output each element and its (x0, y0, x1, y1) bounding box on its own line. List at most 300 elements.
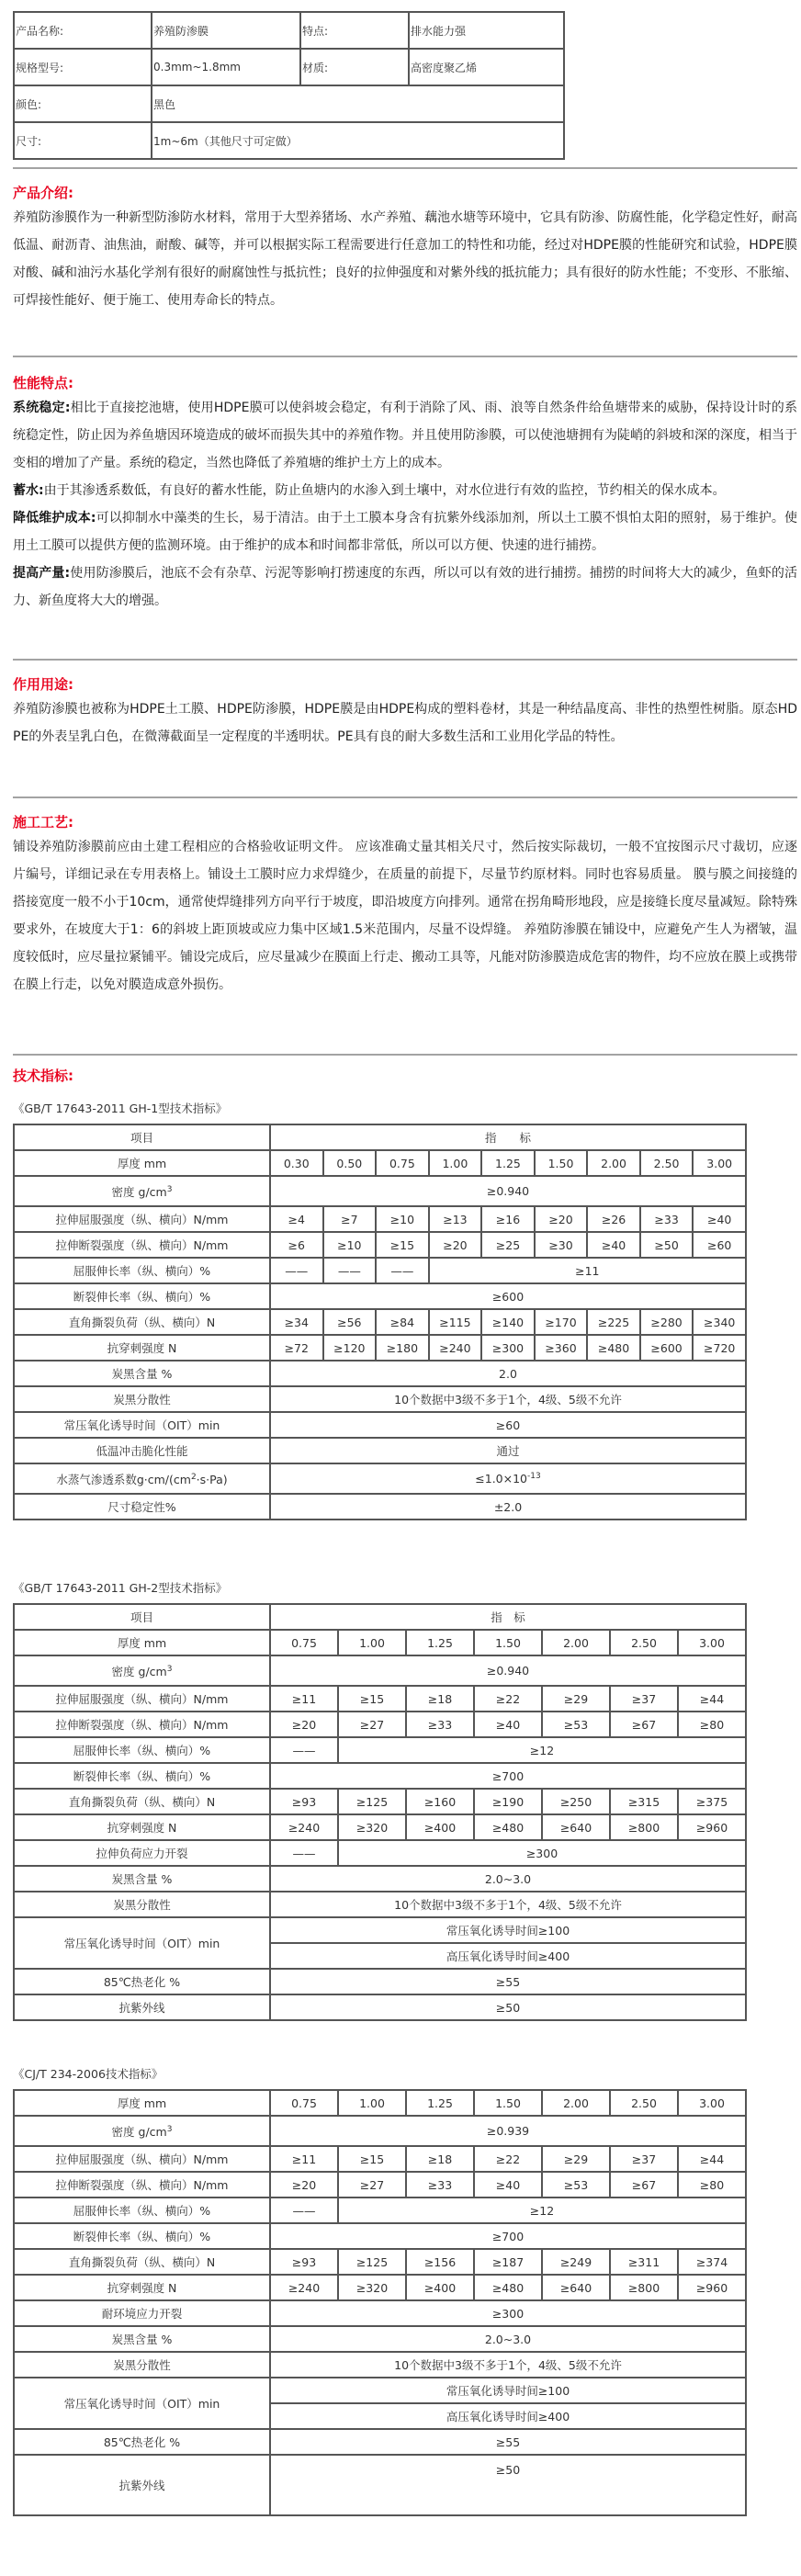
spec-value: ≥700 (491, 2229, 525, 2243)
spec-row (14, 1361, 746, 1386)
thickness-cell: 3.00 (678, 1630, 746, 1655)
spec-cell: ≥600 (640, 1335, 694, 1361)
row-label-text: 炭黑含量 % (111, 1367, 173, 1381)
superscript: -13 (527, 1471, 541, 1481)
spec-cell (270, 2429, 746, 2455)
row-label (14, 2172, 270, 2198)
spec-cell: 高压氧化诱导时间≥400 (270, 1943, 746, 1969)
spec-header-row (14, 1124, 746, 1150)
spec-value: ≥0.940 (486, 1184, 530, 1198)
spec-cell: ≥22 (474, 1686, 542, 1712)
feature-item (13, 477, 797, 504)
spec-row (14, 1789, 746, 1814)
thickness-row (14, 1150, 746, 1176)
spec-cell: ≥67 (610, 2172, 678, 2198)
spec-cell: ≥180 (376, 1335, 429, 1361)
spec-cell: ≥280 (640, 1309, 694, 1335)
header-item: 项目 (14, 1604, 270, 1630)
spec-cell: ≥34 (270, 1309, 323, 1335)
row-label (14, 1737, 270, 1763)
spec-cell: ≥11 (270, 1686, 338, 1712)
spec-cell: ≥53 (542, 1712, 610, 1737)
header-item: 项目 (14, 1124, 270, 1150)
spec-cell: ≥140 (481, 1309, 535, 1335)
row-label (14, 1438, 270, 1463)
spec-cell: ≥960 (678, 1814, 746, 1840)
thickness-cell: 2.50 (640, 1150, 694, 1176)
spec-cell: ≥26 (587, 1206, 640, 1232)
row-label (14, 1283, 270, 1309)
spec-cell: ≥249 (542, 2249, 610, 2275)
spec-table-caption: 《GB/T 17643-2011 GH-1型技术指标》 (13, 1102, 228, 1115)
spec-cell: ≥67 (610, 1712, 678, 1737)
spec-row (14, 1176, 746, 1206)
spec-value: 10个数据中3级不多于1个，4级、5级不允许 (394, 1898, 622, 1912)
spec-cell: ≥190 (474, 1789, 542, 1814)
spec-row (14, 1309, 746, 1335)
spec-cell (270, 1386, 746, 1412)
spec-cell (270, 1763, 746, 1789)
row-label-text: 炭黑分散性 (113, 2358, 171, 2372)
spec-cell: ≥10 (376, 1206, 429, 1232)
spec-row (14, 2223, 746, 2249)
row-label: 厚度 mm (14, 1150, 270, 1176)
row-label (14, 2249, 270, 2275)
row-label-text: 直角撕裂负荷（纵、横向）N (68, 1316, 216, 1329)
thickness-cell: 1.25 (406, 2090, 474, 2116)
spec-cell: ≥4 (270, 1206, 323, 1232)
feature-item (13, 504, 797, 559)
row-label (14, 2455, 270, 2515)
spec-value: ≥55 (495, 2435, 521, 2449)
spec-cell: ≥400 (406, 1814, 474, 1840)
spec-cell: 高压氧化诱导时间≥400 (270, 2403, 746, 2429)
spec-row (14, 1655, 746, 1686)
row-label-text: 炭黑分散性 (113, 1393, 171, 1407)
tech-tables (13, 1100, 797, 2516)
row-label (14, 1386, 270, 1412)
spec-cell: ≥125 (338, 2249, 406, 2275)
spec-cell: ≥125 (338, 1789, 406, 1814)
row-label (14, 1866, 270, 1892)
spec-table (13, 1603, 747, 2021)
row-label-text: 屈服伸长率（纵、横向）% (73, 1744, 211, 1757)
spec-cell: ≥44 (678, 1686, 746, 1712)
row-label-text: 拉伸屈服强度（纵、横向）N/mm (55, 1692, 229, 1706)
spec-value: ≤1.0×10 (475, 1472, 528, 1486)
row-label (14, 1686, 270, 1712)
feature-item (13, 559, 797, 615)
intro-text: 养殖防渗膜作为一种新型防渗防水材料，常用于大型养猪场、水产养殖、藕池水塘等环境中，它具有防渗、防腐性能，化学稳定性好，耐高低温、耐沥青、油焦油，耐酸、碱等，并可以根据实际工程需要进行任意加工的特性和功能，经过对HDPE膜的性能研究和试验，HDPE膜对酸、碱和油污水基化学剂有很好的耐腐蚀性与抵抗性；良好的拉伸强度和对紫外线的抵抗能力；具有很好的防水性能；不变形、不胀缩、可焊接性能好、便于施工、使用寿命长的特点。 (13, 210, 797, 308)
spec-row (14, 1969, 746, 1994)
info-row (14, 122, 564, 159)
row-label (14, 1763, 270, 1789)
spec-cell: ≥18 (406, 2146, 474, 2172)
spec-cell: ≥120 (323, 1335, 377, 1361)
thickness-cell: 3.00 (693, 1150, 746, 1176)
spec-row (14, 1206, 746, 1232)
thickness-cell: 1.50 (474, 2090, 542, 2116)
spec-cell: ≥44 (678, 2146, 746, 2172)
row-label-text: 屈服伸长率（纵、横向）% (73, 2204, 211, 2218)
spec-row (14, 2146, 746, 2172)
spec-cell (270, 1438, 746, 1463)
divider (13, 356, 797, 357)
spec-cell (270, 2352, 746, 2378)
row-label (14, 1206, 270, 1232)
spec-cell: ≥16 (481, 1206, 535, 1232)
row-label-text: 拉伸断裂强度（纵、横向）N/mm (55, 1238, 229, 1252)
thickness-cell: 2.50 (610, 2090, 678, 2116)
thickness-cell: 1.00 (429, 1150, 482, 1176)
spec-row (14, 1258, 746, 1283)
thickness-cell: 2.00 (542, 1630, 610, 1655)
spec-cell (270, 1283, 746, 1309)
spec-value: 2.0~3.0 (484, 1871, 532, 1886)
feature-term: 系统稳定: (13, 401, 71, 415)
spec-cell: ≥12 (338, 1737, 746, 1763)
row-label (14, 1712, 270, 1737)
row-label-text: 抗穿刺强度 N (107, 2281, 177, 2295)
product-info-table (13, 11, 565, 160)
spec-row (14, 2275, 746, 2300)
features-section (13, 374, 797, 615)
spec-cell: ≥40 (587, 1232, 640, 1258)
row-label-text: 直角撕裂负荷（纵、横向）N (68, 1795, 216, 1809)
spec-cell: ≥22 (474, 2146, 542, 2172)
info-value: 黑色 (152, 85, 564, 122)
section-title: 施工工艺: (13, 814, 73, 830)
section-title: 技术指标: (13, 1068, 73, 1084)
spec-row (14, 2249, 746, 2275)
info-label: 颜色: (14, 85, 152, 122)
row-label (14, 1994, 270, 2020)
thickness-cell: 1.00 (338, 2090, 406, 2116)
spec-cell (270, 2326, 746, 2352)
spec-cell (270, 1412, 746, 1438)
row-label-text: 常压氧化诱导时间（OIT）min (63, 2397, 220, 2411)
spec-cell: ≥53 (542, 2172, 610, 2198)
spec-cell (270, 1361, 746, 1386)
spec-cell: ≥40 (693, 1206, 746, 1232)
spec-value: ≥60 (495, 1418, 521, 1432)
spec-cell: ≥93 (270, 2249, 338, 2275)
info-value: 0.3mm~1.8mm (152, 49, 300, 85)
spec-row (14, 1892, 746, 1917)
row-label-text: 炭黑分散性 (113, 1898, 171, 1912)
spec-row (14, 1866, 746, 1892)
spec-cell: ≥40 (474, 2172, 542, 2198)
spec-cell: ≥20 (429, 1232, 482, 1258)
spec-cell: ≥640 (542, 1814, 610, 1840)
row-label-text: 水蒸气渗透系数g·cm/(cm (56, 1472, 191, 1486)
spec-cell: ≥15 (376, 1232, 429, 1258)
row-label-text: 拉伸断裂强度（纵、横向）N/mm (55, 2178, 229, 2192)
construction-text: 铺设养殖防渗膜前应由土建工程相应的合格验收证明文件。 应该准确丈量其相关尺寸，然后按实际裁切，一般不宜按图示尺寸裁切，应逐片编号，详细记录在专用表格上。铺设土工膜时应力求焊缝少，在质量的前提下，尽量节约原材料。同时也容易质量。 膜与膜之间接缝的搭接宽度一般不小于10cm，通常使焊缝排列方向平行于坡度，即沿坡度方向排列。通常在拐角畸形地段，应是接缝长度尽量减短。除特殊要求外，在坡度大于1：6的斜坡上距顶坡或应力集中区域1.5米范围内，尽量不设焊缝。 养殖防渗膜在铺设中，应避免产生人为褶皱，温度较低时，应尽量拉紧铺平。铺设完成后，应尽量减少在膜面上行走、搬动工具等，凡能对防渗膜造成危害的物件，均不应放在膜上或携带在膜上行走，以免对膜造成意外损伤。 (13, 840, 797, 992)
row-label-text: 炭黑含量 % (111, 2333, 173, 2346)
spec-cell: ≥27 (338, 2172, 406, 2198)
divider (13, 659, 797, 661)
row-label (14, 2352, 270, 2378)
spec-cell: ≥160 (406, 1789, 474, 1814)
features-list (13, 394, 797, 615)
spec-cell (270, 1176, 746, 1206)
info-label: 尺寸: (14, 122, 152, 159)
info-value: 高密度聚乙烯 (409, 49, 564, 85)
thickness-cell: 1.50 (474, 1630, 542, 1655)
spec-cell: ≥115 (429, 1309, 482, 1335)
spec-cell: —— (323, 1258, 377, 1283)
header-index: 指 标 (270, 1124, 746, 1150)
spec-cell: ≥240 (429, 1335, 482, 1361)
spec-cell: ≥25 (481, 1232, 535, 1258)
row-label (14, 1412, 270, 1438)
spec-cell: 常压氧化诱导时间≥100 (270, 2378, 746, 2403)
spec-cell: ≥84 (376, 1309, 429, 1335)
spec-cell: —— (270, 2198, 338, 2223)
tech-section (13, 1067, 797, 2516)
spec-value: 2.0~3.0 (484, 2332, 532, 2346)
spec-cell: ≥33 (640, 1206, 694, 1232)
thickness-cell: 2.00 (542, 2090, 610, 2116)
row-label-text: 拉伸断裂强度（纵、横向）N/mm (55, 1718, 229, 1732)
spec-value: 2.0 (499, 1366, 517, 1381)
row-label (14, 1969, 270, 1994)
spec-cell (270, 2455, 746, 2515)
row-label (14, 1892, 270, 1917)
spec-cell: ≥156 (406, 2249, 474, 2275)
construction-section (13, 813, 797, 999)
row-label (14, 1309, 270, 1335)
info-row (14, 12, 564, 49)
spec-cell: ≥720 (693, 1335, 746, 1361)
spec-cell: ≥300 (481, 1335, 535, 1361)
spec-value: ≥0.939 (486, 2124, 530, 2138)
spec-cell: ≥37 (610, 1686, 678, 1712)
row-label (14, 1361, 270, 1386)
spec-cell (270, 1892, 746, 1917)
spec-cell: ≥29 (542, 1686, 610, 1712)
intro-section (13, 184, 797, 314)
feature-text: 可以抑制水中藻类的生长，易于清洁。由于土工膜本身含有抗紫外线添加剂，所以土工膜不惧怕太阳的照射，易于维护。使用土工膜可以提供方便的监测环境。由于维护的成本和时间都非常低，所以可以方便、快速的进行捕捞。 (13, 511, 797, 553)
row-label: 厚度 mm (14, 2090, 270, 2116)
spec-row (14, 2172, 746, 2198)
row-label (14, 2275, 270, 2300)
row-label-text: 拉伸屈服强度（纵、横向）N/mm (55, 1213, 229, 1226)
spec-row (14, 1737, 746, 1763)
row-label-text: 尺寸稳定性% (107, 1500, 176, 1514)
row-label (14, 2198, 270, 2223)
thickness-row (14, 2090, 746, 2116)
thickness-cell: 0.75 (270, 2090, 338, 2116)
info-value: 排水能力强 (409, 12, 564, 49)
spec-value: ≥600 (491, 1289, 525, 1304)
section-title: 作用用途: (13, 676, 73, 693)
row-label-text: 炭黑含量 % (111, 1872, 173, 1886)
spec-cell: ≥240 (270, 2275, 338, 2300)
spec-row (14, 1283, 746, 1309)
row-label-text: 断裂伸长率（纵、横向）% (73, 2230, 211, 2243)
row-label (14, 1463, 270, 1494)
spec-cell (270, 1655, 746, 1686)
spec-cell (270, 2223, 746, 2249)
spec-cell: ≥13 (429, 1206, 482, 1232)
spec-cell: ≥11 (270, 2146, 338, 2172)
spec-value: ≥300 (491, 2306, 525, 2321)
spec-row (14, 1494, 746, 1520)
spec-row (14, 1386, 746, 1412)
spec-row (14, 2455, 746, 2515)
spec-cell: ≥29 (542, 2146, 610, 2172)
row-label-tail: ·s·Pa) (196, 1472, 228, 1486)
row-label-text: 抗紫外线 (118, 2479, 165, 2492)
spec-cell: ≥27 (338, 1712, 406, 1737)
row-label-text: 密度 g/cm (111, 1664, 167, 1678)
spec-row (14, 2326, 746, 2352)
spec-cell: ≥7 (323, 1206, 377, 1232)
thickness-cell: 1.25 (481, 1150, 535, 1176)
info-row (14, 49, 564, 85)
spec-row (14, 1814, 746, 1840)
thickness-cell: 3.00 (678, 2090, 746, 2116)
spec-cell: ≥640 (542, 2275, 610, 2300)
spec-cell: ≥320 (338, 1814, 406, 1840)
spec-cell: ≥30 (535, 1232, 588, 1258)
thickness-cell: 2.50 (610, 1630, 678, 1655)
row-label-text: 低温冲击脆化性能 (96, 1444, 188, 1458)
thickness-cell: 1.00 (338, 1630, 406, 1655)
spec-value: ≥0.940 (486, 1664, 530, 1678)
row-label-text: 密度 g/cm (111, 2124, 167, 2139)
spec-table-caption: 《GB/T 17643-2011 GH-2型技术指标》 (13, 1581, 228, 1595)
row-label (14, 1917, 270, 1969)
row-label (14, 1814, 270, 1840)
spec-cell: ≥80 (678, 2172, 746, 2198)
row-label (14, 1789, 270, 1814)
row-label-text: 抗紫外线 (118, 2001, 165, 2015)
spec-cell: ≥170 (535, 1309, 588, 1335)
spec-cell: —— (376, 1258, 429, 1283)
spec-row (14, 2198, 746, 2223)
spec-cell: ≥360 (535, 1335, 588, 1361)
row-label-text: 密度 g/cm (111, 1184, 167, 1199)
spec-cell: ≥225 (587, 1309, 640, 1335)
spec-table (13, 1124, 747, 1520)
row-label-text: 断裂伸长率（纵、横向）% (73, 1290, 211, 1304)
spec-row (14, 1917, 746, 1943)
spec-cell: —— (270, 1840, 338, 1866)
spec-cell: ≥250 (542, 1789, 610, 1814)
spec-cell: ≥11 (429, 1258, 746, 1283)
spec-cell: ≥12 (338, 2198, 746, 2223)
spec-row (14, 1994, 746, 2020)
spec-cell: ≥480 (474, 2275, 542, 2300)
row-label (14, 1258, 270, 1283)
row-label-text: 拉伸屈服强度（纵、横向）N/mm (55, 2152, 229, 2166)
thickness-cell: 0.30 (270, 1150, 323, 1176)
divider (13, 167, 797, 169)
thickness-cell: 0.75 (376, 1150, 429, 1176)
row-label (14, 2378, 270, 2429)
spec-cell: ≥60 (693, 1232, 746, 1258)
spec-cell: ≥37 (610, 2146, 678, 2172)
superscript: 2 (190, 1472, 197, 1482)
superscript: 3 (166, 1664, 173, 1674)
info-row (14, 85, 564, 122)
spec-cell: ≥18 (406, 1686, 474, 1712)
spec-cell (270, 1463, 746, 1494)
row-label (14, 1176, 270, 1206)
feature-item (13, 394, 797, 477)
spec-cell: ≥72 (270, 1335, 323, 1361)
spec-cell: ≥374 (678, 2249, 746, 2275)
spec-row (14, 1438, 746, 1463)
spec-value: ≥700 (491, 1768, 525, 1783)
row-label (14, 1232, 270, 1258)
spec-cell: ≥311 (610, 2249, 678, 2275)
spec-row (14, 2429, 746, 2455)
divider (13, 797, 797, 798)
spec-table (13, 2089, 747, 2516)
spec-header-row (14, 1604, 746, 1630)
feature-term: 蓄水: (13, 483, 44, 498)
spec-cell: ≥340 (693, 1309, 746, 1335)
section-title: 性能特点: (13, 375, 73, 391)
info-value: 1m~6m（其他尺寸可定做） (152, 122, 564, 159)
superscript: 3 (166, 1184, 173, 1194)
spec-row (14, 1686, 746, 1712)
spec-table-caption: 《CJ/T 234-2006技术指标》 (13, 2067, 164, 2081)
thickness-row (14, 1630, 746, 1655)
thickness-cell: 2.00 (587, 1150, 640, 1176)
spec-value: 10个数据中3级不多于1个，4级、5级不允许 (394, 2358, 622, 2372)
spec-cell: ≥93 (270, 1789, 338, 1814)
spec-cell: ≥960 (678, 2275, 746, 2300)
thickness-cell: 0.75 (270, 1630, 338, 1655)
row-label (14, 1335, 270, 1361)
usage-text: 养殖防渗膜也被称为HDPE土工膜、HDPE防渗膜，HDPE膜是由HDPE构成的塑料卷材，其是一种结晶度高、非性的热塑性树脂。原态HDPE的外表呈乳白色，在微薄截面呈一定程度的半透明状。PE具有良的耐大多数生活和工业用化学品的特性。 (13, 702, 797, 744)
row-label-text: 耐环境应力开裂 (101, 2307, 183, 2321)
row-label (14, 2146, 270, 2172)
row-label-text: 拉伸负荷应力开裂 (96, 1847, 188, 1860)
spec-cell (270, 1494, 746, 1520)
spec-cell: ≥50 (640, 1232, 694, 1258)
spec-cell: ≥375 (678, 1789, 746, 1814)
spec-cell: ≥800 (610, 1814, 678, 1840)
row-label-text: 直角撕裂负荷（纵、横向）N (68, 2255, 216, 2269)
spec-cell: ≥6 (270, 1232, 323, 1258)
row-label-text: 抗穿刺强度 N (107, 1341, 177, 1355)
info-value: 养殖防渗膜 (152, 12, 300, 49)
product-page (13, 11, 797, 2516)
info-label: 规格型号: (14, 49, 152, 85)
spec-row (14, 1763, 746, 1789)
row-label (14, 2429, 270, 2455)
divider (13, 1054, 797, 1056)
superscript: 3 (166, 2124, 173, 2134)
spec-value: ±2.0 (493, 1499, 523, 1514)
section-title: 产品介绍: (13, 185, 73, 201)
thickness-cell: 1.25 (406, 1630, 474, 1655)
spec-cell: ≥480 (587, 1335, 640, 1361)
spec-cell: ≥10 (323, 1232, 377, 1258)
row-label (14, 1655, 270, 1686)
row-label (14, 2223, 270, 2249)
spec-cell: 常压氧化诱导时间≥100 (270, 1917, 746, 1943)
info-label: 特点: (300, 12, 409, 49)
spec-value: 10个数据中3级不多于1个，4级、5级不允许 (394, 1393, 622, 1407)
row-label: 厚度 mm (14, 1630, 270, 1655)
